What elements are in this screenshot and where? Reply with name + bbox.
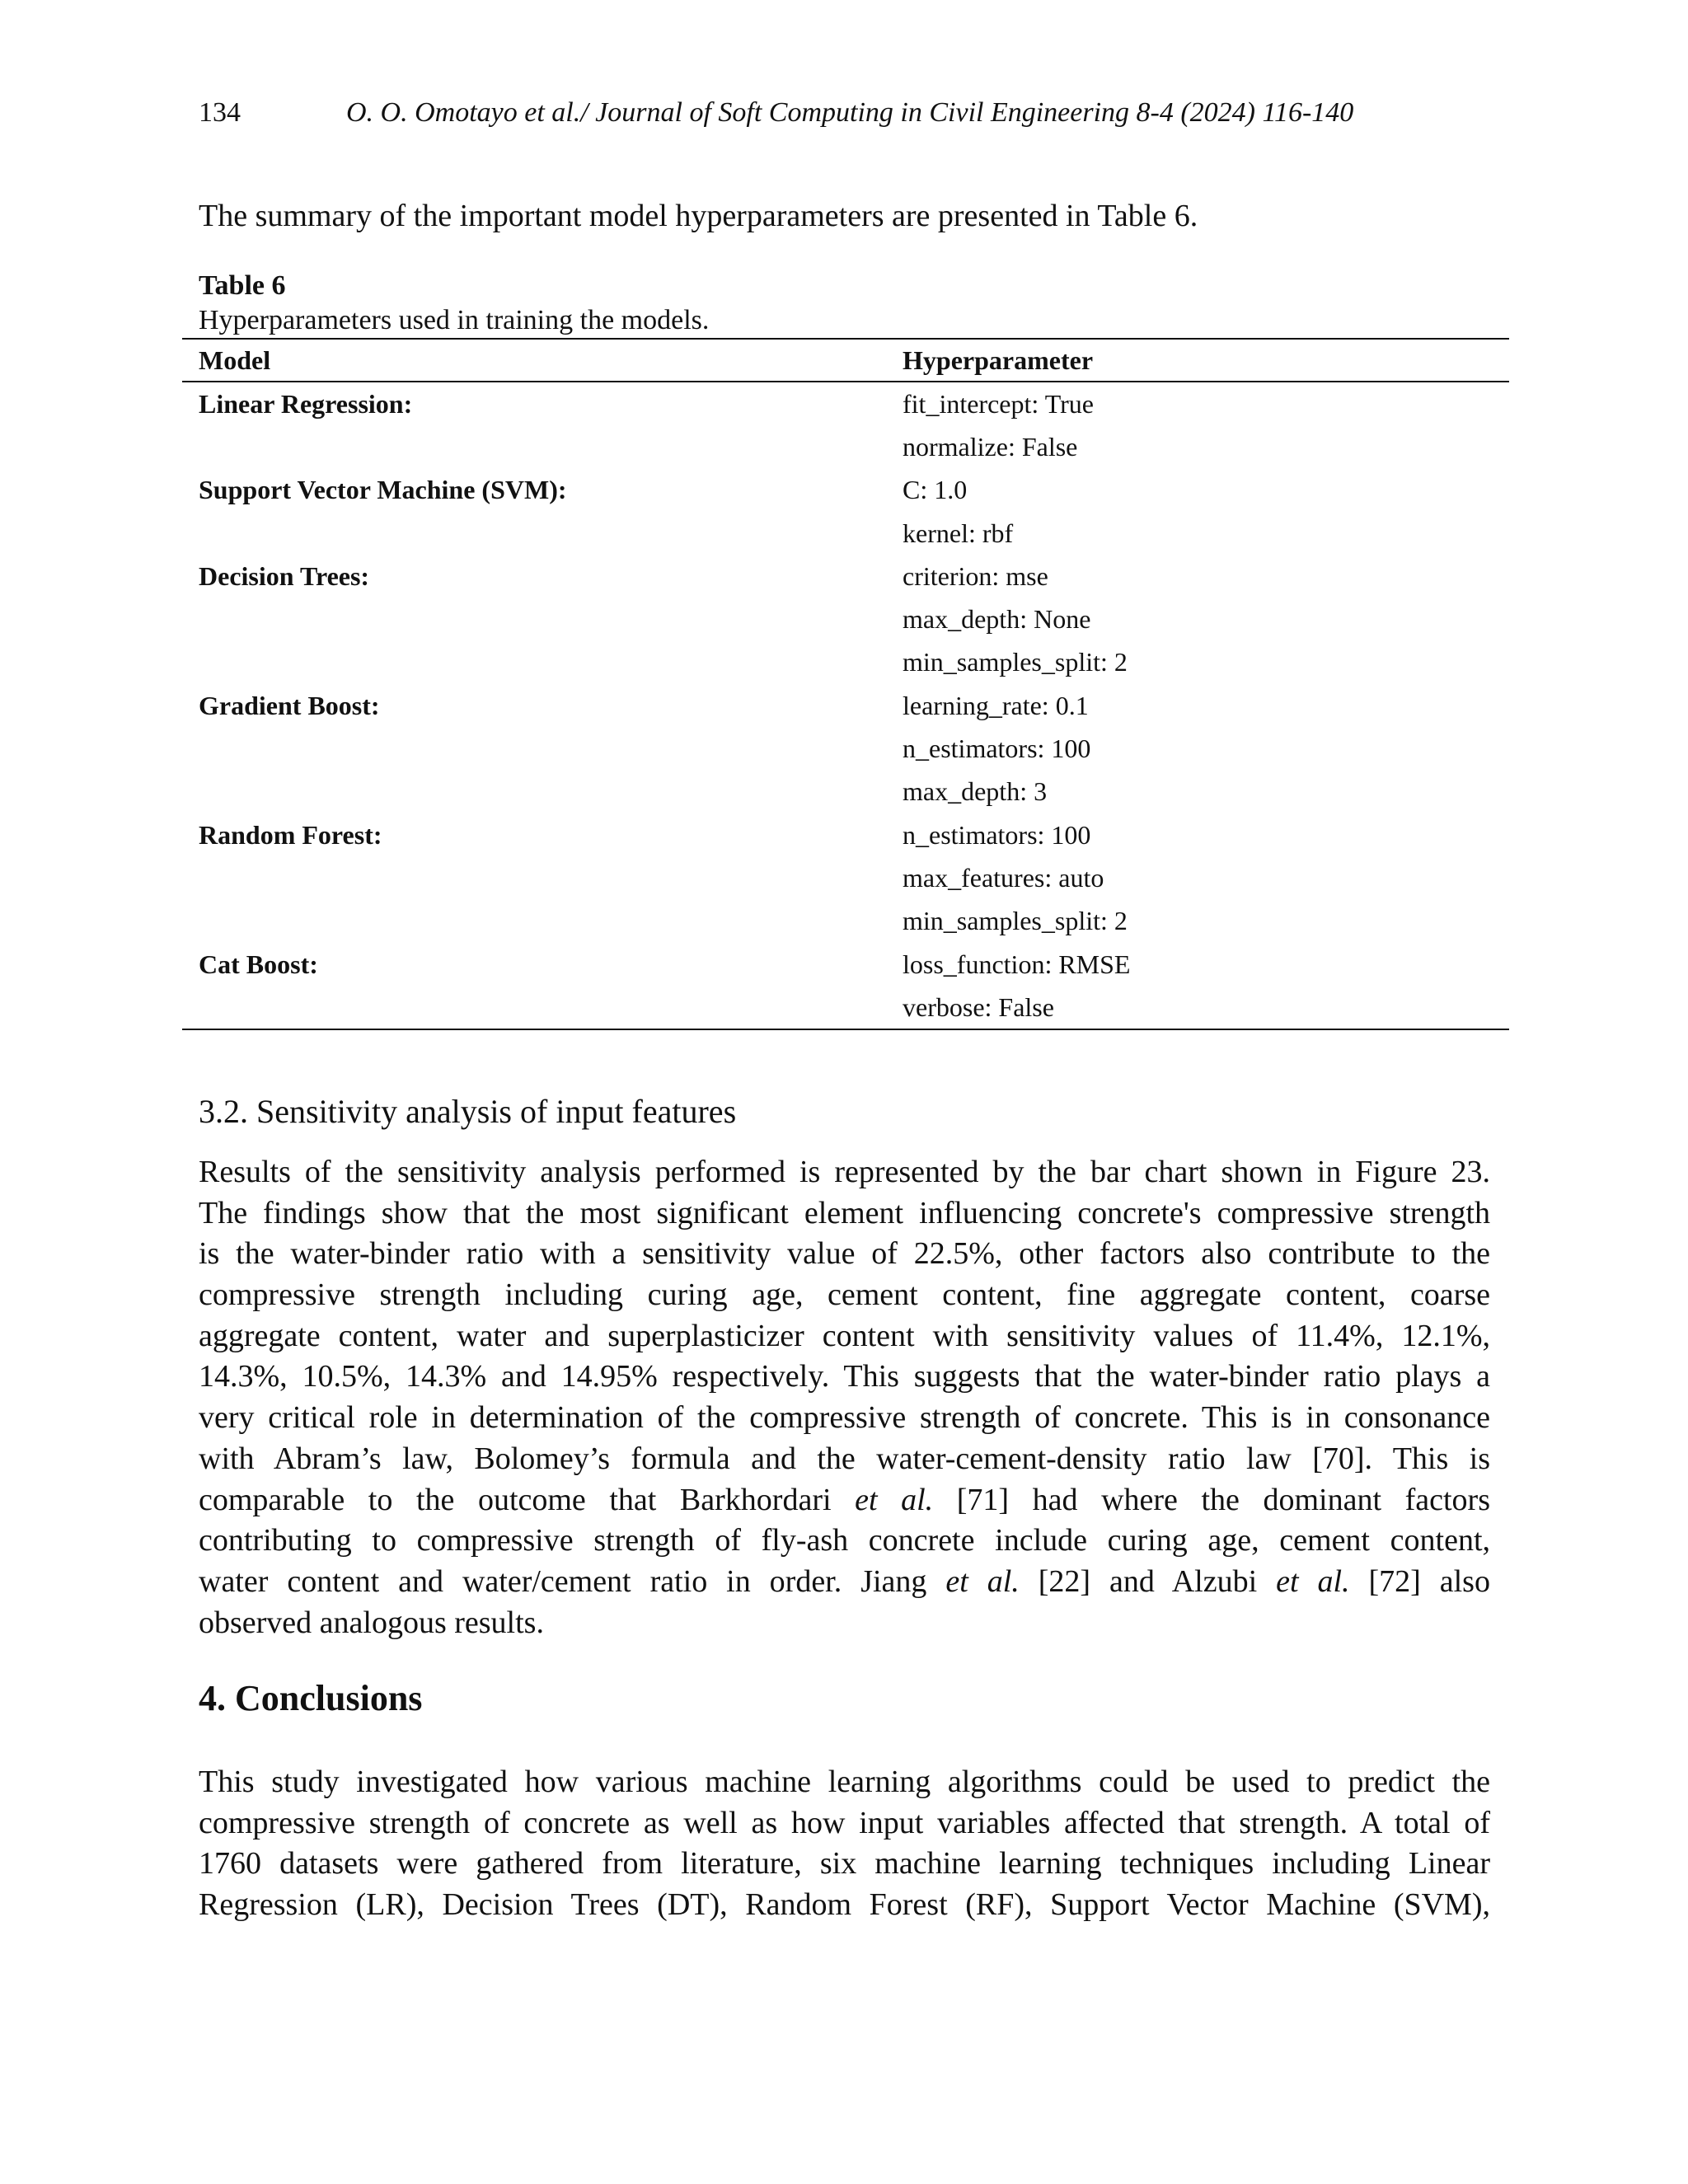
table-row	[182, 382, 1509, 425]
hyperparameter-cell: fit_intercept: True	[903, 388, 1094, 419]
table-caption-text: Hyperparameters used in training the models.	[199, 305, 710, 335]
paragraph-line	[199, 1562, 1490, 1603]
text-run: [71] had where the dominant factors	[933, 1482, 1490, 1517]
model-cell	[182, 727, 903, 770]
paragraph-line: compressive strength including curing age, cement content, fine aggregate content, coarse	[199, 1277, 1490, 1313]
text-run: [22] and Alzubi	[1019, 1563, 1277, 1599]
hyperparameter-cell: max_features: auto	[903, 862, 1104, 893]
hyperparameter-cell: max_depth: None	[903, 604, 1091, 635]
table-header-row	[182, 339, 1509, 382]
paragraph-line: observed analogous results.	[199, 1605, 544, 1640]
paragraph-line: very critical role in determination of the compressive strength of concrete. This is in consonance	[199, 1400, 1490, 1436]
model-cell: Decision Trees:	[199, 560, 370, 591]
table-row	[182, 598, 1509, 640]
text-run: water content and water/cement ratio in order. Jiang	[199, 1563, 946, 1599]
table-row	[182, 813, 1509, 856]
hyperparameter-table	[182, 338, 1509, 1030]
model-cell: Support Vector Machine (SVM):	[199, 475, 567, 505]
hyperparameter-cell: loss_function: RMSE	[903, 949, 1131, 979]
model-cell	[182, 771, 903, 813]
table-row	[182, 900, 1509, 943]
italic-et-al: et al.	[1276, 1563, 1350, 1599]
table-row	[182, 425, 1509, 468]
text-run: [72] also	[1349, 1563, 1490, 1599]
paragraph-line: aggregate content, water and superplasticizer content with sensitivity values of 11.4%, 12.1%,	[199, 1318, 1490, 1353]
model-cell	[182, 425, 903, 468]
hyperparameter-cell: n_estimators: 100	[903, 819, 1091, 850]
model-cell: Random Forest:	[199, 819, 382, 850]
paragraph-line: Regression (LR), Decision Trees (DT), Random Forest (RF), Support Vector Machine (SVM),	[199, 1887, 1490, 1923]
running-head-citation: O. O. Omotayo et al./ Journal of Soft Computing in Civil Engineering 8-4 (2024) 116-140	[346, 97, 1354, 128]
table-label: Table 6	[199, 270, 286, 301]
table-row	[182, 641, 1509, 684]
table-caption	[199, 269, 709, 338]
hyperparameter-cell: kernel: rbf	[903, 518, 1014, 548]
conclusions-paragraph	[199, 1762, 1490, 1926]
hyperparameter-cell: min_samples_split: 2	[903, 906, 1128, 936]
model-cell: Linear Regression:	[199, 388, 413, 419]
paragraph-line: 1760 datasets were gathered from literature, six machine learning techniques including Linear	[199, 1846, 1490, 1882]
paragraph-line: contributing to compressive strength of fly-ash concrete include curing age, cement content,	[199, 1523, 1490, 1558]
model-cell	[182, 986, 903, 1029]
model-cell: Cat Boost:	[199, 949, 318, 979]
model-cell	[182, 598, 903, 640]
paragraph-line: 14.3%, 10.5%, 14.3% and 14.95% respectively. This suggests that the water-binder ratio plays a	[199, 1359, 1490, 1394]
hyperparameter-cell: n_estimators: 100	[903, 733, 1091, 764]
hyperparameter-cell: criterion: mse	[903, 560, 1048, 591]
paragraph-line: The findings show that the most significant element influencing concrete's compressive strength	[199, 1195, 1490, 1230]
section-heading-3-2: 3.2. Sensitivity analysis of input features	[199, 1093, 737, 1130]
hyperparameter-cell: normalize: False	[903, 431, 1078, 462]
hyperparameter-cell: learning_rate: 0.1	[903, 690, 1089, 720]
italic-et-al: et al.	[945, 1563, 1020, 1599]
hyperparameter-cell: C: 1.0	[903, 475, 968, 505]
intro-sentence: The summary of the important model hyperparameters are presented in Table 6.	[199, 199, 1198, 233]
table-row	[182, 512, 1509, 555]
text-run: comparable to the outcome that Barkhordari	[199, 1482, 856, 1517]
paragraph-line: Results of the sensitivity analysis performed is represented by the bar chart shown in Figure 23.	[199, 1155, 1490, 1189]
table-row	[182, 856, 1509, 899]
paragraph-line: is the water-binder ratio with a sensitivity value of 22.5%, other factors also contribute to the	[199, 1236, 1490, 1272]
model-cell: Gradient Boost:	[199, 690, 380, 720]
table-row	[182, 986, 1509, 1029]
hyperparameter-cell: min_samples_split: 2	[903, 647, 1128, 677]
column-header-model: Model	[199, 344, 271, 375]
page-number: 134	[199, 97, 241, 128]
paragraph-line: with Abram’s law, Bolomey’s formula and the water-cement-density ratio law [70]. This is	[199, 1441, 1490, 1476]
table-row	[182, 727, 1509, 770]
model-cell	[182, 900, 903, 943]
model-cell	[182, 512, 903, 555]
model-cell	[182, 856, 903, 899]
section-heading-conclusions: 4. Conclusions	[199, 1678, 423, 1718]
table-row	[182, 684, 1509, 727]
table	[182, 338, 1509, 1030]
column-header-hyperparameter: Hyperparameter	[903, 344, 1094, 375]
sensitivity-paragraph	[199, 1152, 1490, 1643]
running-header	[199, 97, 1517, 138]
table-row	[182, 555, 1509, 598]
paragraph-line: This study investigated how various machine learning algorithms could be used to predict the	[199, 1765, 1490, 1799]
italic-et-al: et al.	[855, 1482, 934, 1517]
table-row	[182, 469, 1509, 512]
model-cell	[182, 641, 903, 684]
paragraph-line: compressive strength of concrete as well as how input variables affected that strength. A total of	[199, 1805, 1490, 1840]
table-row	[182, 771, 1509, 813]
hyperparameter-cell: verbose: False	[903, 991, 1054, 1022]
paragraph-line	[199, 1480, 1490, 1521]
table-row	[182, 943, 1509, 986]
hyperparameter-cell: max_depth: 3	[903, 776, 1048, 807]
